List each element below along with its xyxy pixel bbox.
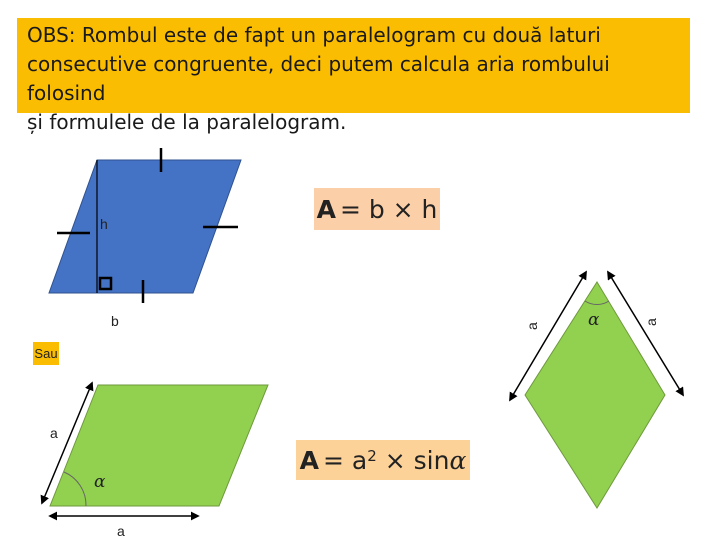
formula2-angle: α xyxy=(449,445,467,475)
formula2-exponent: 2 xyxy=(367,447,377,465)
label-alpha-green: α xyxy=(94,472,106,492)
label-a-side: a xyxy=(50,425,58,441)
label-h: h xyxy=(100,216,108,232)
rhombus-label-a-left: a xyxy=(524,322,540,330)
note-line-3: și formulele de la paralelogram. xyxy=(27,110,347,134)
formula2-rest: × sin xyxy=(376,445,450,475)
note-line-1: OBS: Rombul este de fapt un paralelogram cu două laturi xyxy=(27,23,601,47)
formula1-lhs: A xyxy=(316,194,336,224)
area-formula-base-height xyxy=(314,188,440,230)
area-formula-sine xyxy=(296,440,470,480)
rhombus-label-a-right: a xyxy=(643,318,659,326)
formula1-rhs: = b × h xyxy=(339,194,438,224)
formula2-base: = a xyxy=(323,445,368,475)
label-alpha-rhombus: α xyxy=(588,310,600,330)
sau-label: Sau xyxy=(33,342,59,365)
note-line-2: consecutive congruente, deci putem calcula aria rombului folosind xyxy=(27,52,610,105)
green-parallelogram xyxy=(50,385,268,506)
formula2-lhs: A xyxy=(299,445,320,475)
label-b: b xyxy=(111,313,119,329)
label-a-bottom: a xyxy=(117,523,125,539)
